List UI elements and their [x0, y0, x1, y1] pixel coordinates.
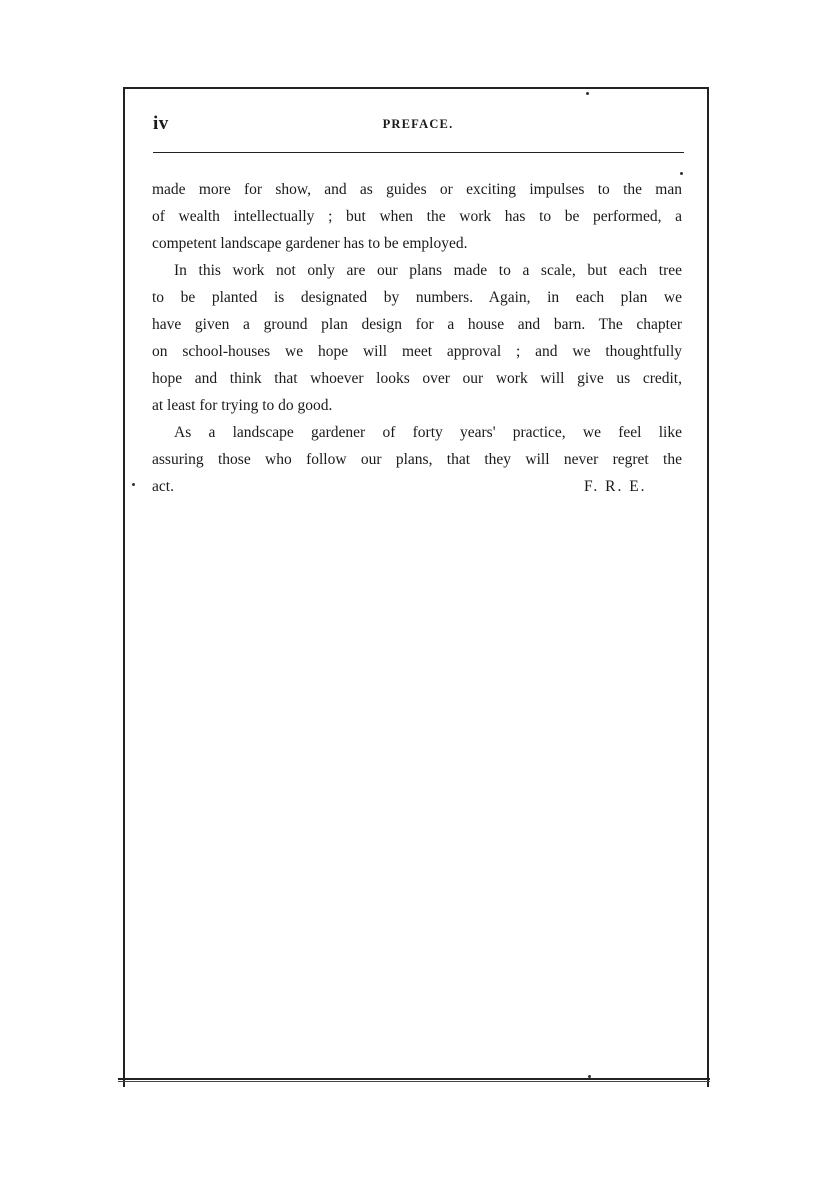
- closing-line: [152, 473, 682, 500]
- text-line: assuring those who follow our plans, that they will never regret the: [152, 451, 682, 468]
- running-title: PREFACE.: [382, 117, 454, 131]
- header-rule: [153, 152, 684, 153]
- closing-word: act.: [152, 478, 174, 495]
- text-line: to be planted is designated by numbers. Again, in each plan we: [152, 289, 682, 306]
- text-line: have given a ground plan design for a house and barn. The chapter: [152, 316, 682, 333]
- running-head: [153, 113, 683, 137]
- text-line: competent landscape gardener has to be employed.: [152, 235, 468, 252]
- author-initials: F. R. E.: [584, 478, 647, 495]
- stray-mark: [588, 1075, 591, 1078]
- paragraph: [152, 419, 682, 500]
- paragraph: [152, 176, 682, 257]
- text-line: at least for trying to do good.: [152, 397, 333, 414]
- text-line: made more for show, and as guides or exciting impulses to the man: [152, 181, 682, 198]
- stray-mark: [680, 172, 683, 175]
- page-number: iv: [153, 113, 169, 134]
- text-line: of wealth intellectually ; but when the work has to be performed, a: [152, 208, 682, 225]
- stray-mark: [586, 92, 589, 95]
- paragraph: [152, 257, 682, 419]
- text-line: hope and think that whoever looks over our work will give us credit,: [152, 370, 682, 387]
- page-bottom-rule: [118, 1078, 710, 1082]
- text-line: In this work not only are our plans made to a scale, but each tree: [174, 262, 682, 279]
- preface-text: [152, 176, 682, 500]
- stray-mark: [132, 483, 135, 486]
- text-line: As a landscape gardener of forty years' practice, we feel like: [174, 424, 682, 441]
- text-line: on school-houses we hope will meet approval ; and we thoughtfully: [152, 343, 682, 360]
